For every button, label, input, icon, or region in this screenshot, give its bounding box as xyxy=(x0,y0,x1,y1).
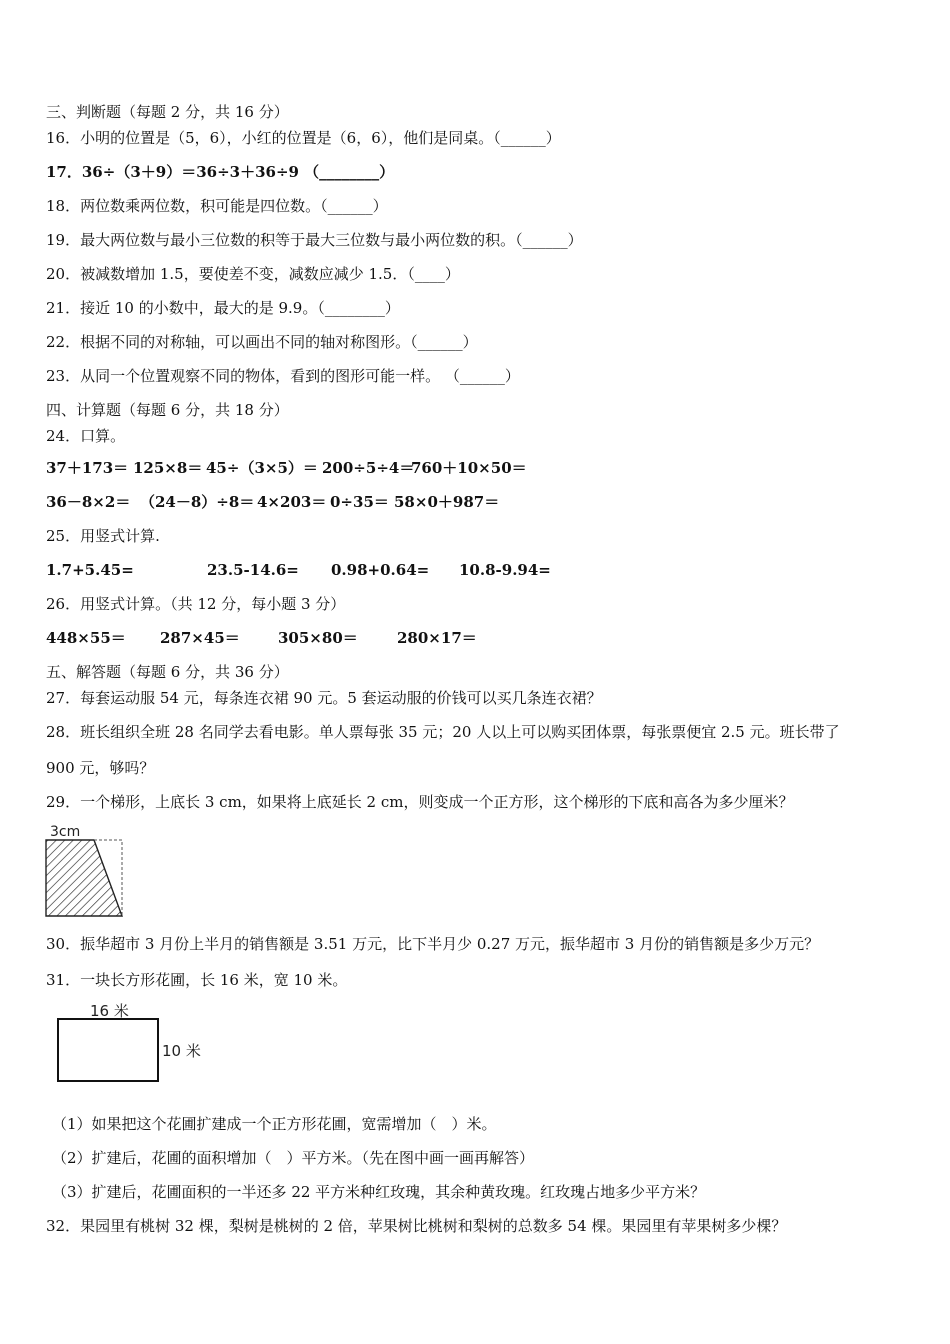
vertical-calc-item: 1.7+5.45= xyxy=(46,561,134,579)
garden-rectangle xyxy=(58,1019,158,1081)
vertical-calc-item: 280×17＝ xyxy=(397,629,477,647)
garden-length-label: 16 米 xyxy=(90,1002,129,1020)
section-3-heading: 三、判断题（每题 2 分，共 16 分） xyxy=(46,103,289,121)
question-20: 20．被减数增加 1.5，要使差不变，减数应减少 1.5．（____） xyxy=(46,265,460,283)
question-28-line-1: 28．班长组织全班 28 名同学去看电影。单人票每张 35 元；20 人以上可以购买团体票，每张票便宜 2.5 元。班长带了 xyxy=(46,723,840,741)
question-27: 27．每套运动服 54 元，每条连衣裙 90 元。5 套运动服的价钱可以买几条连衣裙？ xyxy=(46,689,602,707)
oral-calc-item: 36－8×2＝ xyxy=(46,493,131,511)
question-31-part-1: （1）如果把这个花圃扩建成一个正方形花圃，宽需增加（ ）米。 xyxy=(52,1115,497,1133)
oral-calc-item: （24－8）÷8＝ xyxy=(140,493,255,511)
question-31: 31．一块长方形花圃，长 16 米，宽 10 米。 xyxy=(46,971,348,989)
question-16: 16．小明的位置是（5，6），小红的位置是（6，6），他们是同桌。（______） xyxy=(46,129,561,147)
question-28-line-2: 900 元，够吗？ xyxy=(46,759,155,777)
vertical-calc-item: 23.5-14.6= xyxy=(207,561,299,579)
question-23: 23．从同一个位置观察不同的物体，看到的图形可能一样。 （______） xyxy=(46,367,520,385)
oral-calc-item: 37＋173＝ xyxy=(46,459,129,477)
oral-calc-item: 125×8＝ xyxy=(133,459,203,477)
question-31-part-2: （2）扩建后，花圃的面积增加（ ）平方米。（先在图中画一画再解答） xyxy=(52,1149,535,1167)
question-17: 17．36÷（3＋9）＝36÷3＋36÷9 （________） xyxy=(46,163,395,181)
vertical-calc-item: 287×45＝ xyxy=(160,629,240,647)
vertical-calc-item: 0.98+0.64= xyxy=(331,561,430,579)
trapezoid-top-label: 3cm xyxy=(50,824,81,840)
question-32: 32．果园里有桃树 32 棵，梨树是桃树的 2 倍，苹果树比桃树和梨树的总数多 54 棵。果园里有苹果树多少棵？ xyxy=(46,1217,787,1235)
garden-rectangle-figure xyxy=(52,1000,212,1090)
question-22: 22．根据不同的对称轴，可以画出不同的轴对称图形。（______） xyxy=(46,333,478,351)
question-19: 19．最大两位数与最小三位数的积等于最大三位数与最小两位数的积。（______） xyxy=(46,231,583,249)
vertical-calc-item: 305×80＝ xyxy=(278,629,358,647)
question-31-part-3: （3）扩建后，花圃面积的一半还多 22 平方米种红玫瑰，其余种黄玫瑰。红玫瑰占地多少平方米？ xyxy=(52,1183,706,1201)
oral-calc-item: 58×0＋987＝ xyxy=(394,493,500,511)
question-18: 18．两位数乘两位数，积可能是四位数。（______） xyxy=(46,197,388,215)
question-30: 30．振华超市 3 月份上半月的销售额是 3.51 万元，比下半月少 0.27 万元，振华超市 3 月份的销售额是多少万元？ xyxy=(46,935,820,953)
vertical-calc-item: 448×55＝ xyxy=(46,629,126,647)
section-5-heading: 五、解答题（每题 6 分，共 36 分） xyxy=(46,663,289,681)
garden-width-label: 10 米 xyxy=(162,1042,201,1060)
oral-calc-item: 0÷35＝ xyxy=(330,493,389,511)
oral-calc-item: 45÷（3×5）＝ xyxy=(206,459,318,477)
vertical-calc-item: 10.8-9.94= xyxy=(459,561,551,579)
oral-calc-item: 4×203＝ xyxy=(257,493,327,511)
question-26: 26．用竖式计算。（共 12 分，每小题 3 分） xyxy=(46,595,346,613)
trapezoid-figure xyxy=(42,820,132,920)
oral-calc-item: 760＋10×50＝ xyxy=(411,459,527,477)
section-4-heading: 四、计算题（每题 6 分，共 18 分） xyxy=(46,401,289,419)
question-24: 24．口算。 xyxy=(46,427,126,445)
oral-calc-item: 200÷5÷4＝ xyxy=(322,459,415,477)
question-29: 29．一个梯形，上底长 3 cm，如果将上底延长 2 cm，则变成一个正方形，这个梯形的下底和高各为多少厘米？ xyxy=(46,793,794,811)
trapezoid-shape xyxy=(46,840,122,916)
question-25: 25．用竖式计算. xyxy=(46,527,160,545)
question-21: 21．接近 10 的小数中，最大的是 9.9。（________） xyxy=(46,299,400,317)
